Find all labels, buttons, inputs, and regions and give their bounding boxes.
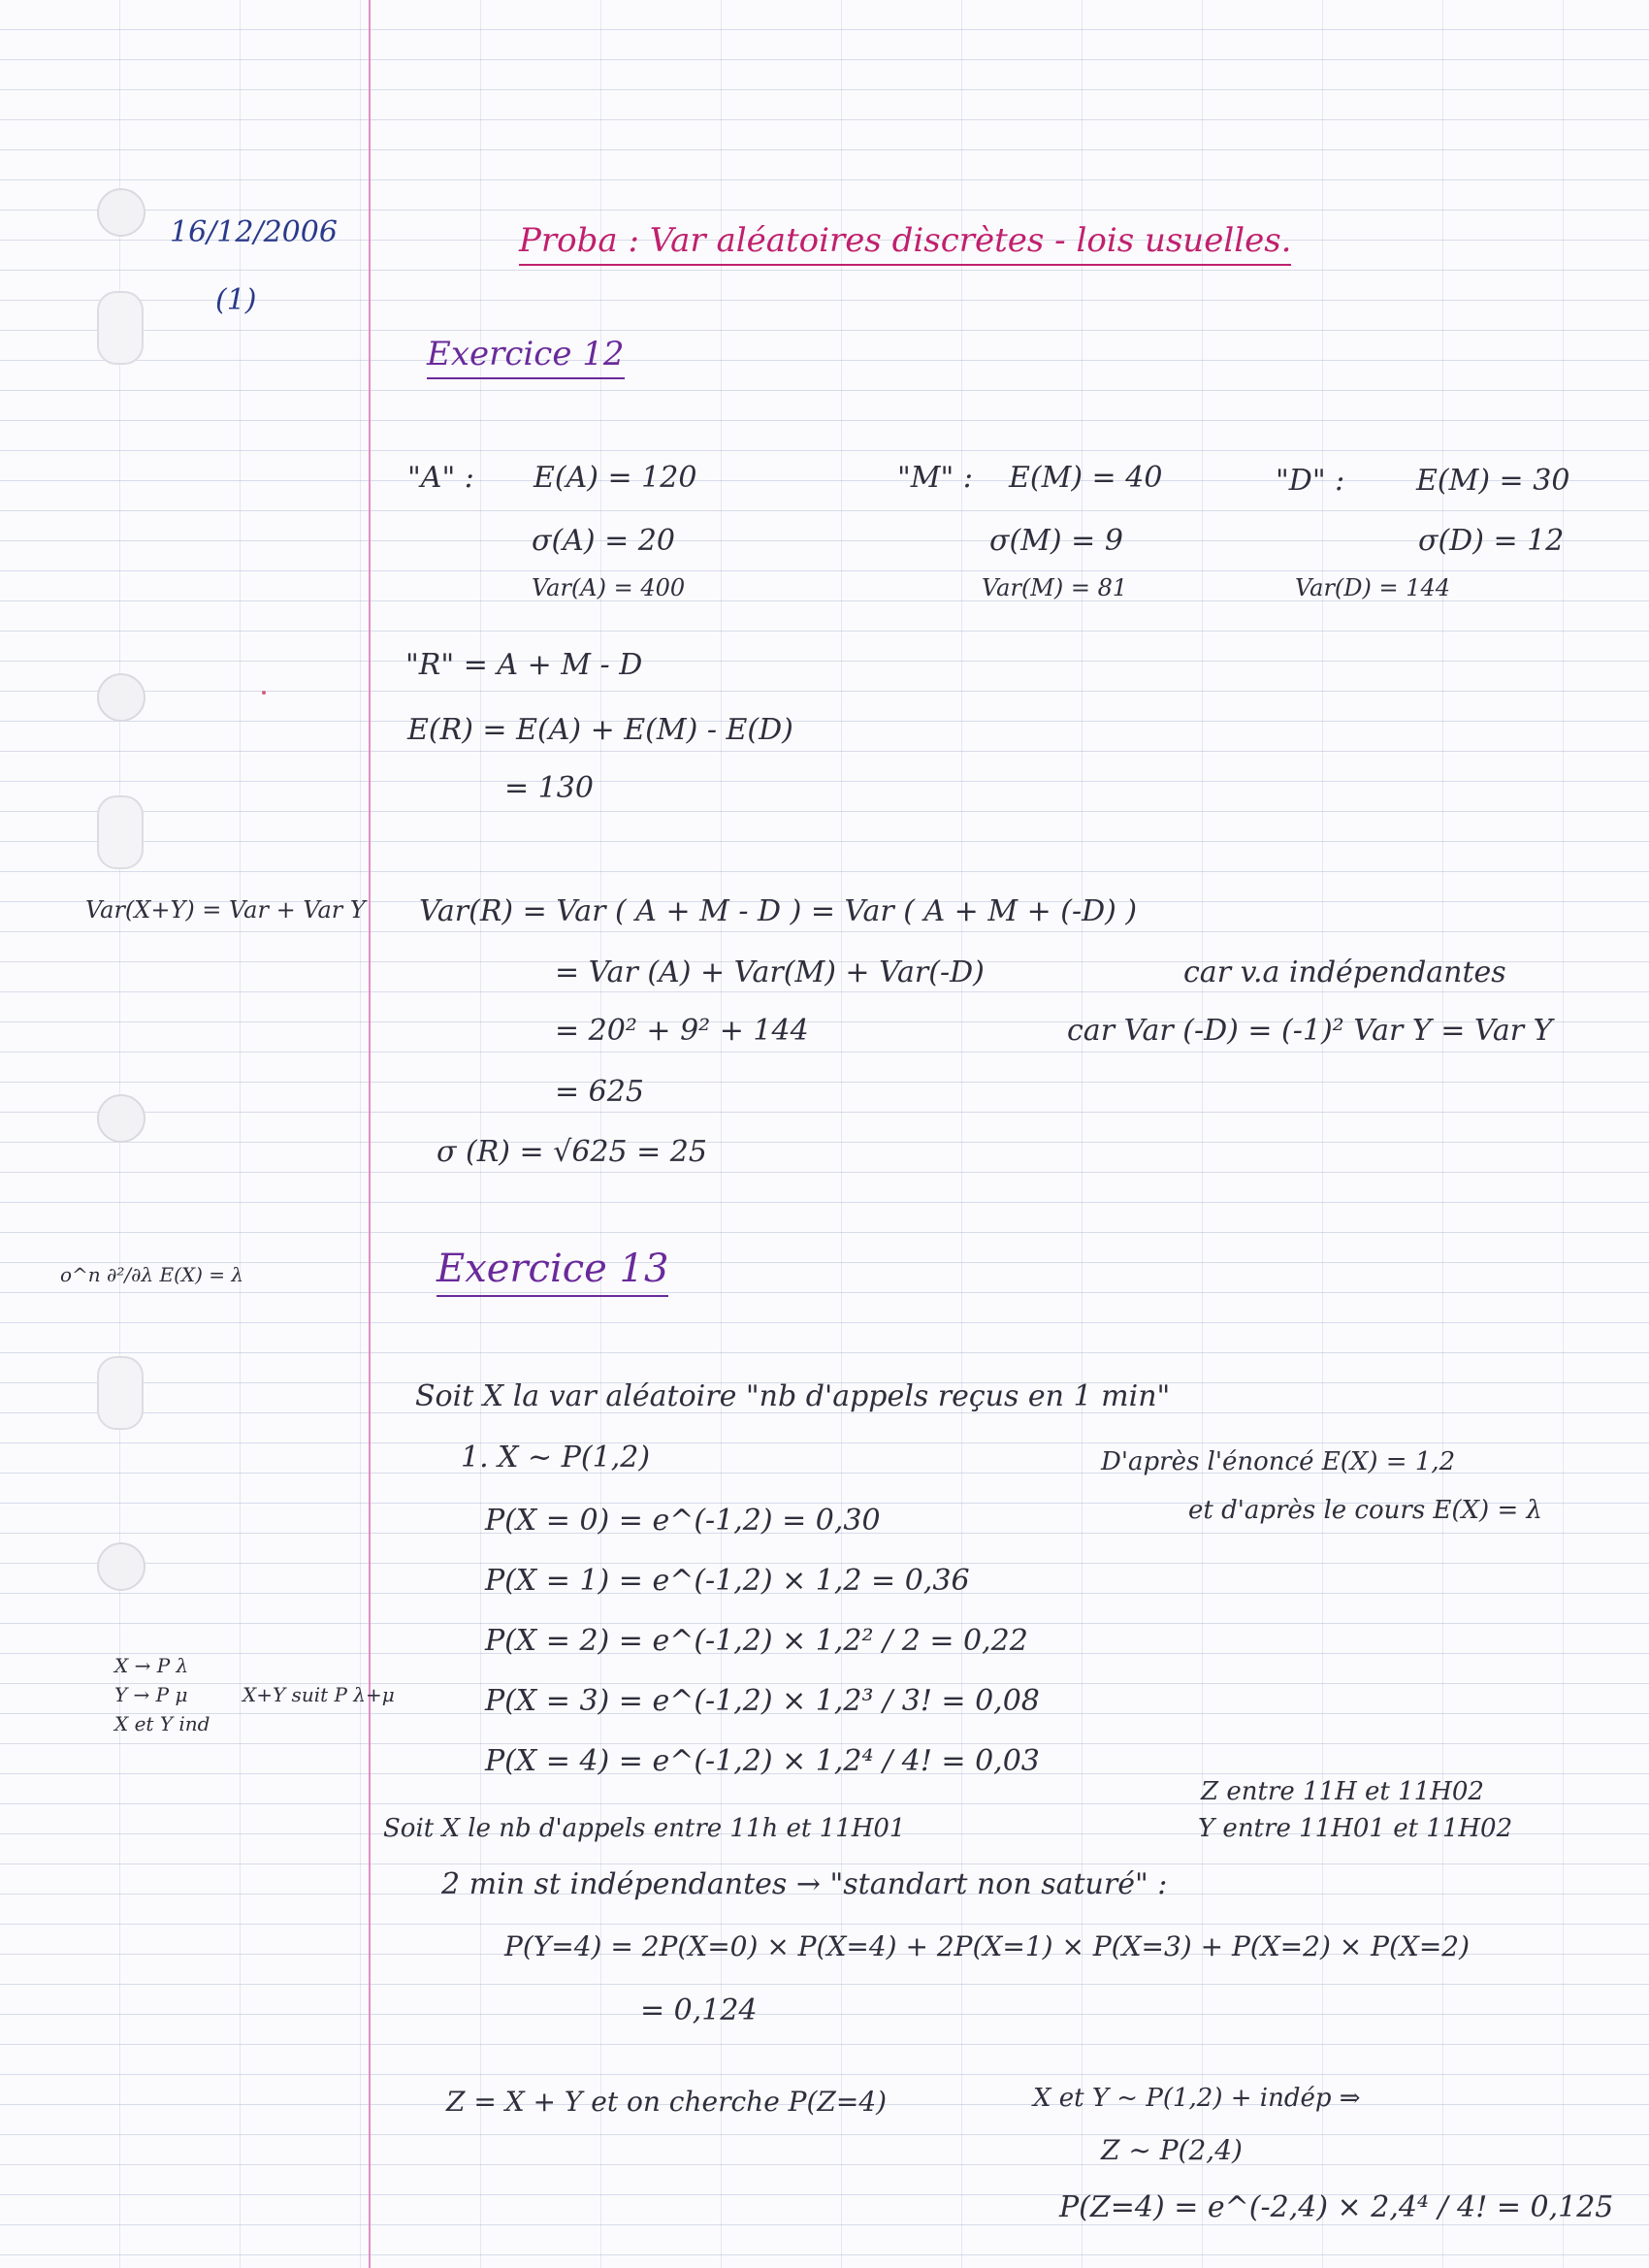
page-title: Proba : Var aléatoires discrètes - lois usuelles.: [519, 221, 1291, 266]
Z-definition: Z = X + Y et on cherche P(Z=4): [446, 2086, 888, 2118]
binder-hole: [97, 1542, 146, 1591]
var-R-line-2-note: car v.a indépendantes: [1183, 956, 1506, 989]
margin-note-variance-sum: Var(X+Y) = Var + Var Y: [85, 896, 366, 923]
var-D-sigma: σ(D) = 12: [1418, 524, 1565, 558]
note-expectation-statement: D'après l'énoncé E(X) = 1,2: [1101, 1447, 1456, 1476]
var-M-variance: Var(M) = 81: [982, 574, 1128, 601]
var-A-expectation: E(A) = 120: [534, 461, 697, 495]
question-1-law: 1. X ~ P(1,2): [461, 1441, 651, 1474]
var-D-expectation: E(M) = 30: [1416, 464, 1570, 498]
prob-X-0: P(X = 0) = e^(-1,2) = 0,30: [485, 1504, 881, 1538]
Z-law: Z ~ P(2,4): [1101, 2134, 1243, 2166]
exercise-12-heading: Exercice 12: [427, 335, 625, 379]
var-R-line-3-note: car Var (-D) = (-1)² Var Y = Var Y: [1067, 1014, 1553, 1048]
prob-Y-4-formula: P(Y=4) = 2P(X=0) × P(X=4) + 2P(X=1) × P(X=3) + P(X=2) × P(X=2): [504, 1930, 1471, 1962]
var-D-label: "D" :: [1276, 464, 1345, 498]
binder-hole: [97, 1094, 146, 1143]
define-X-calls: Soit X le nb d'appels entre 11h et 11H01: [383, 1814, 906, 1843]
margin-note-poisson-Y: Y → P μ: [114, 1683, 188, 1706]
note-Y-interval: Y entre 11H01 et 11H02: [1198, 1814, 1513, 1843]
var-A-sigma: σ(A) = 20: [532, 524, 675, 558]
prob-Z-4: P(Z=4) = e^(-2,4) × 2,4⁴ / 4! = 0,125: [1059, 2190, 1614, 2224]
exercise-13-intro: Soit X la var aléatoire "nb d'appels reçus en 1 min": [415, 1379, 1171, 1413]
var-M-sigma: σ(M) = 9: [989, 524, 1123, 558]
var-A-label: "A" :: [407, 461, 474, 495]
prob-X-2: P(X = 2) = e^(-1,2) × 1,2² / 2 = 0,22: [485, 1624, 1028, 1658]
Z-law-reason: X et Y ~ P(1,2) + indép ⇒: [1033, 2084, 1361, 2113]
ER-line-2: = 130: [504, 771, 594, 805]
note-Z-interval: Z entre 11H et 11H02: [1201, 1777, 1484, 1806]
var-R-line-2: = Var (A) + Var(M) + Var(-D): [555, 956, 985, 989]
margin-note-derivative: o^n ∂²/∂λ E(X) = λ: [60, 1263, 244, 1286]
independence-statement: 2 min st indépendantes → "standart non saturé" :: [441, 1867, 1168, 1901]
var-R-line-3: = 20² + 9² + 144: [555, 1014, 809, 1048]
prob-X-4: P(X = 4) = e^(-1,2) × 1,2⁴ / 4! = 0,03: [485, 1744, 1040, 1778]
note-expectation-course: et d'après le cours E(X) = λ: [1188, 1496, 1542, 1525]
var-R-line-4: = 625: [555, 1075, 644, 1109]
R-definition: "R" = A + M - D: [405, 648, 643, 682]
prob-Y-4-result: = 0,124: [640, 1993, 758, 2027]
page-number: (1): [215, 283, 257, 317]
binder-slot: [97, 1356, 144, 1430]
binder-hole: [97, 188, 146, 237]
var-D-variance: Var(D) = 144: [1295, 574, 1451, 601]
var-A-variance: Var(A) = 400: [532, 574, 686, 601]
margin-note-sum-law: X+Y suit P λ+μ: [242, 1683, 395, 1706]
margin-note-poisson-X: X → P λ: [114, 1654, 189, 1677]
margin-line: [369, 0, 371, 2268]
var-M-label: "M" :: [897, 461, 973, 495]
date: 16/12/2006: [170, 215, 338, 249]
sigma-R: σ (R) = √625 = 25: [436, 1135, 707, 1169]
margin-note-independent: X et Y ind: [114, 1712, 210, 1735]
ER-line-1: E(R) = E(A) + E(M) - E(D): [407, 713, 793, 747]
exercise-13-heading: Exercice 13: [436, 1247, 668, 1297]
prob-X-1: P(X = 1) = e^(-1,2) × 1,2 = 0,36: [485, 1564, 970, 1598]
var-R-line-1: Var(R) = Var ( A + M - D ) = Var ( A + M + (-D) ): [419, 894, 1138, 928]
binder-slot: [97, 795, 144, 869]
binder-slot: [97, 291, 144, 365]
binder-hole: [97, 673, 146, 722]
prob-X-3: P(X = 3) = e^(-1,2) × 1,2³ / 3! = 0,08: [485, 1684, 1040, 1718]
ink-dot: [262, 691, 266, 695]
var-M-expectation: E(M) = 40: [1009, 461, 1163, 495]
